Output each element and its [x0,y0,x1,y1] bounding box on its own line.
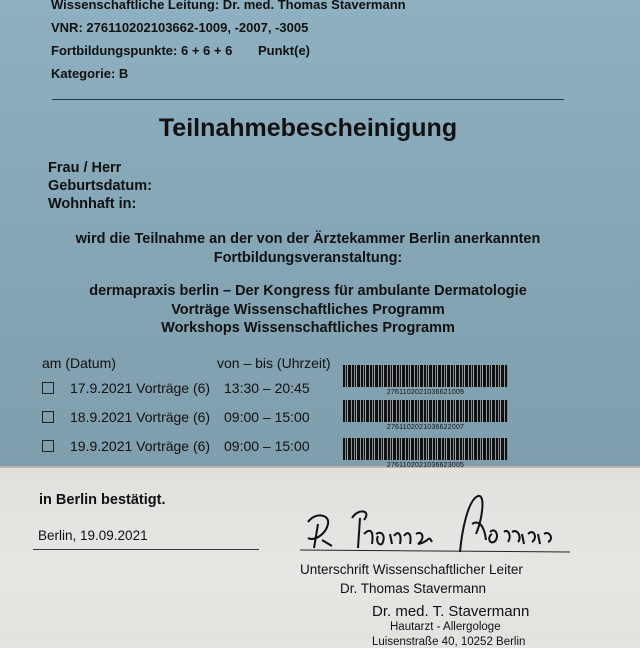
stamp-name: Dr. med. T. Stavermann [372,603,530,620]
confirmation-text: in Berlin bestätigt. [39,492,166,508]
birthdate-label: Geburtsdatum: [48,178,152,194]
stamp-address: Luisenstraße 40, 10252 Berlin [372,636,526,648]
event-line-2: Vorträge Wissenschaftliches Programm [171,302,445,318]
date-column-header: am (Datum) [42,355,116,371]
signature-icon [300,490,580,565]
attendance-checkbox[interactable] [42,411,54,423]
signature-caption: Unterschrift Wissenschaftlicher Leiter [300,562,523,577]
barcode-number: 2761102021036623005 [386,462,465,469]
event-line-3: Workshops Wissenschaftliches Programm [161,320,455,336]
barcode-number: 276110202103662100​9 [386,389,465,396]
signer-name: Dr. Thomas Stavermann [340,581,487,596]
barcode-icon [343,365,508,387]
residence-label: Wohnhaft in: [48,196,137,212]
salutation-label: Frau / Herr [48,160,122,176]
session-date: 18.9.2021 Vorträge (6) [70,409,211,425]
place-and-date: Berlin, 19.09.2021 [38,528,148,543]
session-time: 09:00 – 15:00 [224,438,310,454]
time-column-header: von – bis (Uhrzeit) [217,355,331,371]
page-title: Teilnahmebescheinigung [158,114,458,142]
barcode-icon [343,438,508,460]
training-points-unit: Punkt(e) [258,43,310,58]
intro-line-2: Fortbildungsveranstaltung: [213,250,403,266]
event-name: dermapraxis berlin – Der Kongress für ambulante Dermatologie [89,283,527,299]
divider-line [52,99,564,100]
scientific-lead: Wissenschaftliche Leitung: Dr. med. Thomas Stavermann [51,0,406,12]
attendance-checkbox[interactable] [42,440,54,452]
date-underline [33,549,259,550]
session-time: 09:00 – 15:00 [224,409,310,425]
vnr-number: VNR: 276110202103662-1009, -2007, -3005 [51,20,309,35]
attendance-checkbox[interactable] [42,382,54,394]
session-date: 17.9.2021 Vorträge (6) [70,380,211,396]
intro-line-1: wird die Teilnahme an der von der Ärztekammer Berlin anerkannten [75,231,541,247]
session-time: 13:30 – 20:45 [224,380,310,396]
category: Kategorie: B [51,66,129,81]
barcode-number: 2761102021036622007 [386,424,465,431]
stamp-title: Hautarzt - Allergologe [390,621,501,633]
session-date: 19.9.2021 Vorträge (6) [70,438,211,454]
training-points: Fortbildungspunkte: 6 + 6 + 6 [51,43,233,58]
barcode-icon [343,400,508,422]
